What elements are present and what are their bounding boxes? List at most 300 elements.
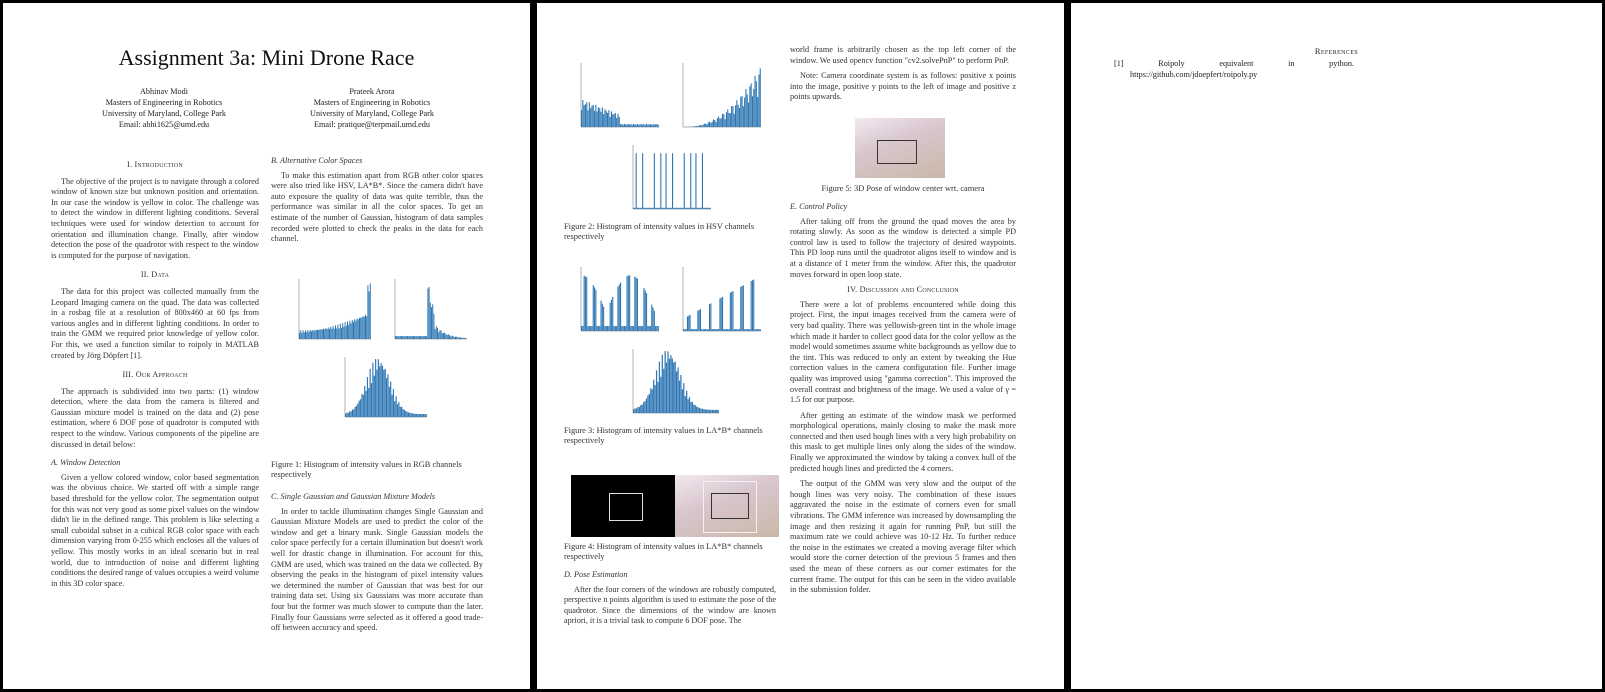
histogram-bar [345, 413, 346, 417]
histogram-bar [695, 153, 696, 209]
histogram-bar [712, 410, 713, 413]
histogram-bar [703, 329, 704, 331]
histogram-bar [719, 119, 720, 127]
histogram-bar [666, 153, 667, 209]
histogram-bar [383, 370, 384, 417]
histogram-bar [391, 395, 392, 417]
histogram-bar [681, 208, 682, 209]
histogram-bar [713, 410, 714, 413]
figure-2-caption: Figure 2: Histogram of intensity values in HSV channels respectively [564, 222, 755, 241]
histogram-bar [394, 401, 395, 417]
histogram-bar [647, 125, 648, 127]
histogram-bar [696, 329, 697, 331]
histogram-bar [460, 337, 461, 339]
histogram-bar [659, 208, 660, 209]
histogram-bar [637, 208, 638, 209]
histogram-bar [663, 369, 664, 413]
reference-1: [1] Roipoly equivalent in python. https://github.com/jdoepfert/roipoly.py [1114, 59, 1354, 79]
histogram-bar [684, 329, 685, 331]
histogram-bar [352, 410, 353, 417]
histogram-bar [408, 412, 409, 417]
histogram-bar [349, 321, 350, 339]
histogram-bar [663, 208, 664, 209]
histogram-bar [623, 125, 624, 127]
histogram-bar [706, 329, 707, 331]
histogram-bar [364, 317, 365, 339]
histogram-bar [387, 374, 388, 417]
histogram-bar [621, 124, 622, 127]
histogram-bar [715, 410, 716, 413]
histogram-bar [725, 329, 726, 331]
reference-url[interactable]: https://github.com/jdoepfert/roipoly.py [1130, 69, 1258, 79]
histogram-bar [646, 398, 647, 413]
histogram-bar [602, 304, 603, 331]
histogram-bar [751, 83, 752, 127]
histogram-bar [606, 326, 607, 331]
histogram-bar [595, 105, 596, 127]
histogram-bar [717, 118, 718, 127]
histogram-bar [657, 382, 658, 413]
histogram-bar [662, 355, 663, 413]
histogram-bar [300, 330, 301, 339]
histogram-bar [760, 68, 761, 127]
histogram-bar [598, 107, 599, 127]
histogram-bar [603, 307, 604, 331]
histogram-bar [611, 300, 612, 331]
histogram-bar [744, 98, 745, 127]
histogram-bar [397, 404, 398, 417]
histogram-bar [634, 277, 635, 331]
histogram-bar [686, 391, 687, 413]
histogram-bar [404, 410, 405, 417]
histogram-bar [680, 208, 681, 209]
histogram-bar [730, 113, 731, 127]
histogram-bar [714, 120, 715, 127]
discussion-text-2: After getting an estimate of the window mask we performed morphological operations, mainly closing to make the mask more connected and then used hough lines with a very high probability on this mask to get multiple lines only along the sides of the window. Finally we approximated the window by taking a convex hull of the predicted hough lines and predicted the 4 corners. [790, 410, 1016, 473]
histogram-bar [713, 119, 714, 127]
histogram-bar [598, 326, 599, 331]
histogram-bar [748, 329, 749, 331]
histogram-bar [686, 208, 687, 209]
histogram-bar [588, 110, 589, 127]
histogram-bar [742, 286, 743, 331]
histogram-bar [641, 326, 642, 331]
discussion-text-1: There were a lot of problems encountered while doing this project. First, the input images received from the camera were of very bad quality. There was yellowish-green tint in the whole image which made it harder to collect good data for the color yellow as the model would sometimes assume white backgrounds as yellow due to the tint. This was reduced to only an extent by tweaking the Hue correction values in the camera configuration file. Further image quality was improved using "gamma correction". This improved the overall contrast and brightness of the image. We used a value of γ = 1.5 for our purpose. [790, 299, 1016, 405]
histogram-bar [706, 410, 707, 413]
histogram-bar [669, 359, 670, 413]
histogram-bar [751, 281, 752, 331]
histogram-bar [736, 100, 737, 127]
histogram-bar [640, 326, 641, 331]
histogram-bar [642, 153, 643, 209]
histogram-bar [717, 329, 718, 331]
histogram-bar [321, 329, 322, 339]
histogram-bar [396, 336, 397, 339]
histogram-bar [665, 351, 666, 413]
histogram-bar [594, 111, 595, 127]
histogram-bar [646, 124, 647, 127]
histogram-bar [437, 328, 438, 339]
histogram-bar [700, 409, 701, 413]
histogram-bar [466, 338, 467, 339]
histogram-bar [734, 329, 735, 331]
histogram-bar [307, 330, 308, 339]
histogram-bar [693, 405, 694, 413]
histogram-bar [644, 401, 645, 413]
histogram-bar [653, 208, 654, 209]
histogram-bar [654, 153, 655, 209]
histogram-bar [363, 395, 364, 417]
histogram-bar [760, 329, 761, 331]
histogram-bar [413, 336, 414, 339]
histogram-bar [417, 336, 418, 339]
histogram-bar [597, 111, 598, 127]
histogram-bar [355, 407, 356, 417]
histogram-bar [589, 102, 590, 127]
histogram-bar [673, 208, 674, 209]
histogram-bar [649, 326, 650, 331]
histogram-bar [713, 329, 714, 331]
histogram-bar [642, 405, 643, 413]
histogram-bar [299, 333, 300, 339]
histogram-bar [415, 414, 416, 417]
histogram-bar [310, 330, 311, 339]
histogram-bar [710, 303, 711, 331]
histogram-bar [721, 298, 722, 331]
histogram-bar [413, 414, 414, 417]
histogram-bar [461, 338, 462, 339]
histogram-bar [414, 336, 415, 339]
histogram-bar [349, 411, 350, 417]
histogram-bar [409, 336, 410, 339]
histogram-bar [632, 125, 633, 127]
histogram-bar [351, 323, 352, 339]
histogram-bar [348, 413, 349, 417]
histogram-bar [448, 334, 449, 339]
histogram-bar [651, 208, 652, 209]
histogram-bar [649, 208, 650, 209]
histogram-bar [693, 126, 694, 127]
histogram-bar [658, 125, 659, 127]
histogram-bar [706, 124, 707, 127]
histogram-bar [407, 412, 408, 417]
histogram-bar [423, 414, 424, 417]
histogram-bar [705, 124, 706, 127]
histogram-bar [705, 409, 706, 413]
histogram-bar [431, 307, 432, 339]
histogram-bar [655, 326, 656, 331]
histogram-bar [372, 363, 373, 417]
histogram-bar [723, 114, 724, 127]
histogram-bar [424, 414, 425, 417]
histogram-bar [330, 327, 331, 339]
histogram-bar [640, 124, 641, 127]
histogram-bar [653, 124, 654, 127]
histogram-bar [738, 329, 739, 331]
histogram-bar [315, 330, 316, 339]
histogram-bar [610, 117, 611, 127]
histogram-bar [693, 208, 694, 209]
histogram-bar [357, 319, 358, 339]
histogram-bar [666, 362, 667, 413]
figure-3-caption: Figure 3: Histogram of intensity values in LA*B* channels respectively [564, 426, 763, 445]
left-column [51, 151, 259, 594]
author-1 [69, 86, 259, 130]
histogram-bar [642, 124, 643, 127]
histogram-bar [585, 276, 586, 331]
histogram-bar [376, 370, 377, 417]
histogram-bar [645, 291, 646, 331]
histogram-bar [697, 311, 698, 331]
histogram-bar [369, 291, 370, 339]
histogram-bar [407, 336, 408, 339]
histogram-bar [415, 336, 416, 339]
histogram-bar [758, 329, 759, 331]
histogram-bar [322, 329, 323, 339]
histogram-bar [465, 338, 466, 339]
histogram-bar [692, 329, 693, 331]
histogram-bar [627, 276, 628, 331]
histogram-bar [682, 208, 683, 209]
histogram-bar [744, 329, 745, 331]
histogram-bar [371, 383, 372, 417]
histogram-bar [723, 329, 724, 331]
introduction-text: The objective of the project is to navigate through a colored window of known size but unknown position and orientation. In our case the window is yellow in color. The challenge was to detect the window in different lighting conditions. Several techniques were used for window detection to account for orientation and illumination change. Finally, after window detection the pose of the quadrotor with respect to the window is computed for the purpose of navigation. [51, 176, 259, 260]
histogram-bar [730, 293, 731, 331]
histogram-bar [647, 395, 648, 413]
histogram-bar [340, 324, 341, 339]
author-affiliation: Masters of Engineering in Robotics [105, 98, 223, 107]
histogram-bar [703, 208, 704, 209]
histogram-bar [668, 208, 669, 209]
histogram-bar [659, 362, 660, 413]
histogram-bar [463, 338, 464, 339]
histogram-bar [331, 329, 332, 339]
right-column [790, 45, 1016, 108]
author-university: University of Maryland, College Park [310, 109, 434, 118]
histogram-bar [400, 336, 401, 339]
binary-mask-image [571, 475, 675, 537]
histogram-bar [582, 326, 583, 331]
histogram-bar [654, 311, 655, 331]
histogram-bar [646, 293, 647, 331]
histogram-bar [341, 328, 342, 339]
histogram-bar [701, 329, 702, 331]
histogram-bar [586, 102, 587, 127]
author-email: Email: pratique@terpmail.umd.edu [314, 120, 430, 129]
histogram-bar [709, 410, 710, 413]
histogram-bar [443, 333, 444, 339]
histogram-bar [304, 332, 305, 339]
histogram-bar [617, 287, 618, 331]
histogram-bar [731, 292, 732, 331]
data-text: The data for this project was collected manually from the Leopard Imaging camera on the quad. The data was collected in a rosbag file at a resolution of 800x460 at 60 fps from various angles and in different lighting conditions. In order to train the GMM we required prior knowledge of yellow color. For this, we used a function similar to roipoly in MATLAB created by Jörg Döpfert [1]. [51, 286, 259, 360]
histogram-bar [645, 125, 646, 127]
right-column-lower [271, 455, 483, 639]
histogram-bar [418, 336, 419, 339]
histogram-bar [738, 105, 739, 127]
histogram-bar [638, 326, 639, 331]
histogram-bar [757, 329, 758, 331]
histogram-bar [658, 326, 659, 331]
histogram-bar [651, 125, 652, 127]
histogram-bar [447, 335, 448, 339]
histogram-b [335, 349, 431, 425]
histogram-bar [318, 330, 319, 339]
histogram-bar [721, 118, 722, 127]
histogram-bar [740, 97, 741, 127]
histogram-bar [348, 325, 349, 339]
figure-5-caption: Figure 5: 3D Pose of window center wrt. camera [821, 184, 985, 193]
histogram-bar [355, 321, 356, 339]
histogram-bar [690, 402, 691, 413]
histogram-bar [758, 75, 759, 127]
histogram-bar [334, 329, 335, 339]
figure-4-caption: Figure 4: Histogram of intensity values in LA*B* channels respectively [564, 542, 763, 561]
histogram-bar [616, 118, 617, 127]
histogram-bar [607, 113, 608, 127]
histogram-bar [449, 335, 450, 339]
histogram-bar [306, 332, 307, 339]
histogram-bar [699, 310, 700, 331]
histogram-bar [324, 329, 325, 339]
histogram-bar [690, 315, 691, 331]
histogram-bar [604, 109, 605, 127]
histogram-bar [436, 326, 437, 339]
window-detection-photo [675, 475, 779, 537]
histogram-bar [608, 326, 609, 331]
histogram-bar [623, 326, 624, 331]
histogram-bar [649, 124, 650, 127]
section-heading-data: II. Data [140, 270, 170, 280]
reference-number: [1] [1114, 59, 1124, 68]
histogram-bar [619, 117, 620, 127]
page-1 [3, 3, 530, 689]
histogram-bar [615, 113, 616, 127]
histogram-bar [368, 388, 369, 417]
histogram-bar [343, 327, 344, 339]
histogram-bar [421, 336, 422, 339]
histogram-bar [456, 337, 457, 339]
histogram-bar [629, 275, 630, 331]
histogram-bar [725, 119, 726, 127]
histogram-bar [684, 153, 685, 209]
histogram-bar [742, 96, 743, 127]
subsection-pose-estimation: D. Pose Estimation [564, 570, 628, 579]
histogram-bar [381, 363, 382, 417]
histogram-bar [360, 399, 361, 417]
histogram-bar [736, 329, 737, 331]
histogram-bar [614, 326, 615, 331]
histogram-bar [695, 329, 696, 331]
note-text: Note: Camera coordinate system is as follows: positive x points into the image, positive y points to the left of image and positive z points upwards. [790, 71, 1016, 102]
approach-text: The approach is subdivided into two parts: (1) window detection, where the data from the camera is filtered and Gaussian mixture model is trained on the data and (2) pose estimation, where 6 DOF pose of quadrotor is computed with respect to the window. Various components of the pipeline are discussed in detail below: [51, 386, 259, 449]
histogram-bar [311, 331, 312, 339]
histogram-bar [688, 208, 689, 209]
histogram-bar [612, 297, 613, 331]
histogram-bar [641, 124, 642, 127]
histogram-bar [722, 297, 723, 331]
histogram-bar [683, 329, 684, 331]
histogram-bar [699, 208, 700, 209]
histogram-bar [656, 124, 657, 127]
histogram-bar [438, 332, 439, 339]
histogram-bar [655, 385, 656, 413]
histogram-bar [708, 122, 709, 127]
histogram-bar [409, 413, 410, 417]
histogram-bar [739, 329, 740, 331]
histogram-bar [696, 126, 697, 127]
histogram-bar [634, 408, 635, 413]
histogram-bar [636, 153, 637, 209]
histogram-bar [740, 287, 741, 331]
histogram-bar [660, 377, 661, 413]
author-affiliation: Masters of Engineering in Robotics [313, 98, 431, 107]
histogram-bar [312, 330, 313, 339]
histogram-bar [702, 153, 703, 209]
histogram-bar [610, 303, 611, 331]
histogram-bar [337, 325, 338, 339]
histogram-bar [591, 106, 592, 127]
histogram-bar [705, 208, 706, 209]
histogram-bar [305, 330, 306, 339]
histogram-bar [323, 329, 324, 339]
histogram-bar [650, 388, 651, 413]
histogram-bar [408, 336, 409, 339]
histogram-bar [743, 285, 744, 331]
histogram-bar [342, 323, 343, 339]
histogram-bar [697, 208, 698, 209]
histogram-bar [382, 366, 383, 417]
histogram-bar [739, 108, 740, 127]
histogram-bar [581, 326, 582, 331]
histogram-bar [590, 326, 591, 331]
histogram-bar [687, 316, 688, 331]
histogram-bar [695, 405, 696, 413]
histogram-bar [398, 402, 399, 417]
histogram-bar [633, 124, 634, 127]
histogram-bar [672, 358, 673, 413]
histogram-bar [425, 336, 426, 339]
histogram-bar [757, 97, 758, 127]
histogram-bar [743, 106, 744, 127]
histogram-bar [748, 102, 749, 127]
page-2 [537, 3, 1064, 689]
histogram-bar [584, 105, 585, 127]
histogram-bar [601, 301, 602, 331]
histogram-bar [347, 321, 348, 339]
histogram-bar [637, 124, 638, 127]
histogram-bar [685, 396, 686, 413]
paper-title: Assignment 3a: Mini Drone Race [118, 45, 415, 70]
histogram-bar [695, 126, 696, 127]
histogram-bar [327, 329, 328, 339]
histogram-bar [586, 277, 587, 331]
histogram-bar [619, 285, 620, 331]
histogram-bar [450, 336, 451, 339]
histogram-bar [710, 123, 711, 127]
histogram-bar [612, 114, 613, 127]
histogram-bar [602, 107, 603, 127]
histogram-bar [606, 111, 607, 127]
references-heading: References [1314, 47, 1359, 56]
histogram-bar [671, 208, 672, 209]
histogram-bar [645, 208, 646, 209]
histogram-bar [719, 298, 720, 331]
histogram-bar [709, 304, 710, 331]
pose-window-outline [877, 140, 917, 164]
histogram-bar [682, 389, 683, 413]
